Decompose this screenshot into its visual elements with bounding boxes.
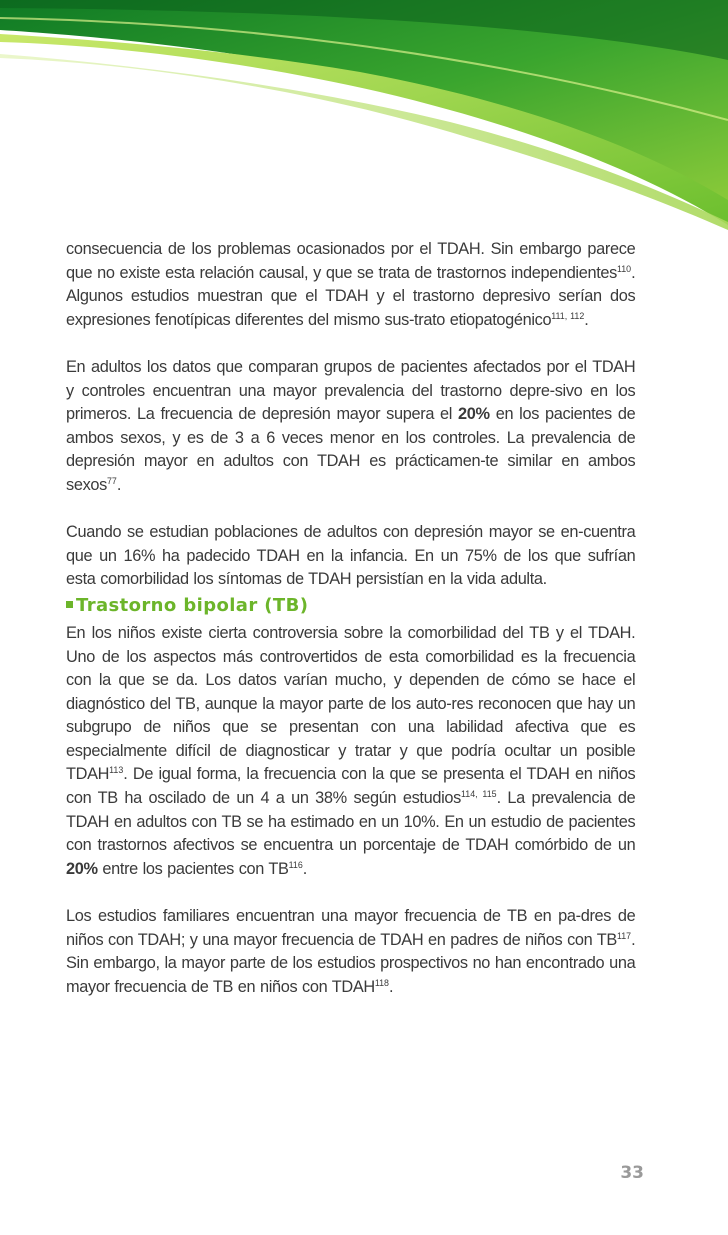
page-number: 33 [620,1163,644,1183]
paragraph-depression-causality: consecuencia de los problemas ocasionados por el TDAH. Sin embargo parece que no existe esta relación causal, y que se trata de trastornos independientes$^{110}$. Algunos estudios muestran que el TDAH y el trastorno depresivo serían dos expresiones fenotípicas diferentes del mismo sus-trato etiopatogénico$^{111, 112}$. [66,239,636,329]
citation: 111, 112 [551,310,585,321]
citation: 113 [109,765,124,776]
section-heading-bipolar: Trastorno bipolar (TB) [66,595,644,617]
highlight-percent: 20% [458,404,490,424]
citation: 77 [106,476,117,487]
citation: 114, 115 [460,789,497,800]
paragraph-adults-depression: En adultos los datos que comparan grupos de pacientes afectados por el TDAH y controles encuentran una mayor prevalencia del trastorno depre-sivo en los primeros. La frecuencia de depresión mayor supera el 20% en los pacientes de ambos sexos, y es de 3 a 6 veces menor en los controles. La prevalencia de depresión mayor en adultos con TDAH es prácticamen-te similar en ambos sexos$^{77}$. [66,356,636,494]
citation: 117 [616,930,632,941]
citation: 116 [288,860,303,870]
paragraph-major-depression-adults: Cuando se estudian poblaciones de adultos con depresión mayor se en-cuentra que un 16% ha padecido TDAH en la infancia. En un 75% de los que sufrían esta comorbilidad los síntomas de TDAH persistían en la vida adulta. [66,522,636,589]
citation: 110 [616,263,632,274]
highlight-percent: 20% [66,858,98,878]
paragraph-children-bipolar: En los niños existe cierta controversia sobre la comorbilidad del TB y el TDAH. Uno de los aspectos más controvertidos de esta comorbilidad es la frecuencia con la que se da. Los datos varían mucho, y dependen de cómo se hace el diagnóstico del TB, aunque la mayor parte de los auto-res reconocen que hay un subgrupo de niños que se presentan con una labilidad afectiva que es especialmente difícil de diagnosticar y tratar y que podría ocultar un posible TDAH$^{113}$. De igual forma, la frecuencia con la que se presenta el TDAH en niños con TB ha oscilado de un 4 a un 38% según estudios$^{114, 115}$. La prevalencia de TDAH en adultos con TB se ha estimado en un 10%. En un estudio de pacientes con trastornos afectivos se encuentra un porcentaje de TDAH comórbido de un 20% entre los pacientes con TB$^{116}$. [66,622,636,878]
decorative-leaf-header [0,0,728,230]
bullet-icon [66,601,73,608]
paragraph-family-studies: Los estudios familiares encuentran una mayor frecuencia de TB en pa-dres de niños con TDAH; y una mayor frecuencia de TDAH en padres de niños con TB$^{117}$. Sin embargo, la mayor parte de los estudios prospectivos no han encontrado una mayor frecuencia de TB en niños con TDAH$^{118}$. [66,906,636,996]
citation: 118 [374,977,390,988]
main-text [66,237,644,998]
